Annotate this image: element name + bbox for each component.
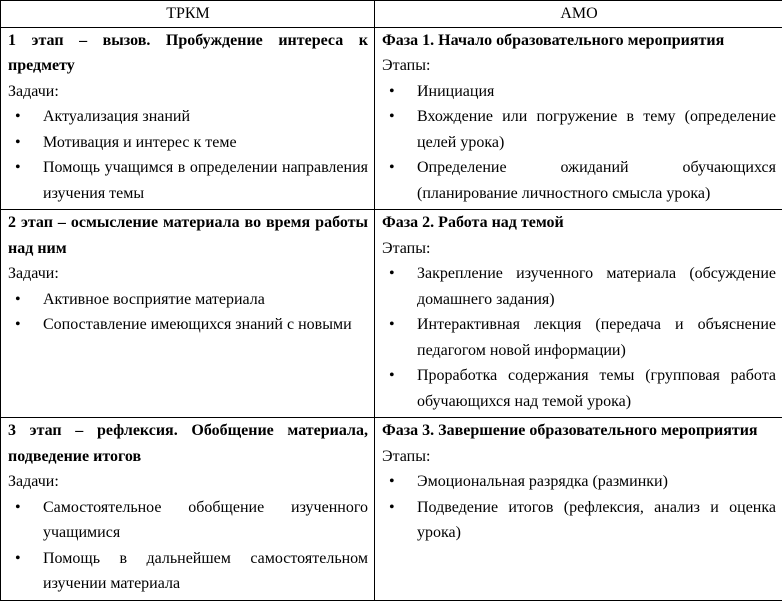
table-row xyxy=(1,27,782,210)
stage-heading: 2 этап – осмысление материала во время работы над ним xyxy=(8,214,368,257)
list-item: • Сопоставление имеющихся знаний с новыми xyxy=(8,312,368,338)
table-row xyxy=(1,418,782,601)
list-item: • Самостоятельное обобщение изученного учащимися xyxy=(8,495,368,546)
step-list xyxy=(382,79,776,207)
tasks-label: Задачи: xyxy=(8,82,59,100)
tasks-label: Задачи: xyxy=(8,473,59,490)
steps-label: Этапы: xyxy=(382,57,431,74)
steps-label: Этапы: xyxy=(382,447,431,465)
stage-heading: 1 этап – вызов. Пробуждение интереса к предмету xyxy=(8,31,368,74)
list-item: • Инициация xyxy=(382,79,776,105)
list-item: • Помощь в дальнейшем самостоятельном изучении материала xyxy=(8,546,368,597)
list-item: • Эмоциональная разрядка (разминки) xyxy=(382,469,776,495)
task-list xyxy=(8,287,368,338)
amo-phase-cell xyxy=(375,418,782,601)
amo-phase-cell xyxy=(375,27,782,210)
steps-label: Этапы: xyxy=(382,239,431,257)
list-item: • Помощь учащимся в определении направления изучения темы xyxy=(8,155,368,206)
list-item: • Определение ожиданий обучающихся (планирование личностного смысла урока) xyxy=(382,155,776,206)
phase-heading: Фаза 3. Завершение образовательного мероприятия xyxy=(382,422,758,439)
list-item: • Актуализация знаний xyxy=(8,104,368,130)
tasks-label: Задачи: xyxy=(8,265,59,282)
list-item: • Проработка содержания темы (групповая работа обучающихся над темой урока) xyxy=(382,363,776,414)
trkm-stage-cell xyxy=(1,210,375,418)
phase-heading: Фаза 2. Работа над темой xyxy=(382,214,564,231)
list-item: • Активное восприятие материала xyxy=(8,287,368,313)
list-item: • Вхождение или погружение в тему (определение целей урока) xyxy=(382,104,776,155)
step-list xyxy=(382,469,776,546)
column-header-amo: АМО xyxy=(375,1,782,28)
step-list xyxy=(382,261,776,414)
phase-heading: Фаза 1. Начало образовательного мероприятия xyxy=(382,31,725,49)
trkm-stage-cell xyxy=(1,27,375,210)
table-row xyxy=(1,210,782,418)
column-header-trkm: ТРКМ xyxy=(1,1,375,28)
list-item: • Мотивация и интерес к теме xyxy=(8,130,368,156)
list-item: • Интерактивная лекция (передача и объяснение педагогом новой информации) xyxy=(382,312,776,363)
task-list xyxy=(8,104,368,206)
list-item: • Закрепление изученного материала (обсуждение домашнего задания) xyxy=(382,261,776,312)
stage-heading: 3 этап – рефлексия. Обобщение материала, подведение итогов xyxy=(8,422,368,465)
list-item: • Подведение итогов (рефлексия, анализ и оценка урока) xyxy=(382,495,776,546)
amo-phase-cell xyxy=(375,210,782,418)
trkm-stage-cell xyxy=(1,418,375,601)
task-list xyxy=(8,495,368,597)
table-header-row xyxy=(1,1,782,28)
